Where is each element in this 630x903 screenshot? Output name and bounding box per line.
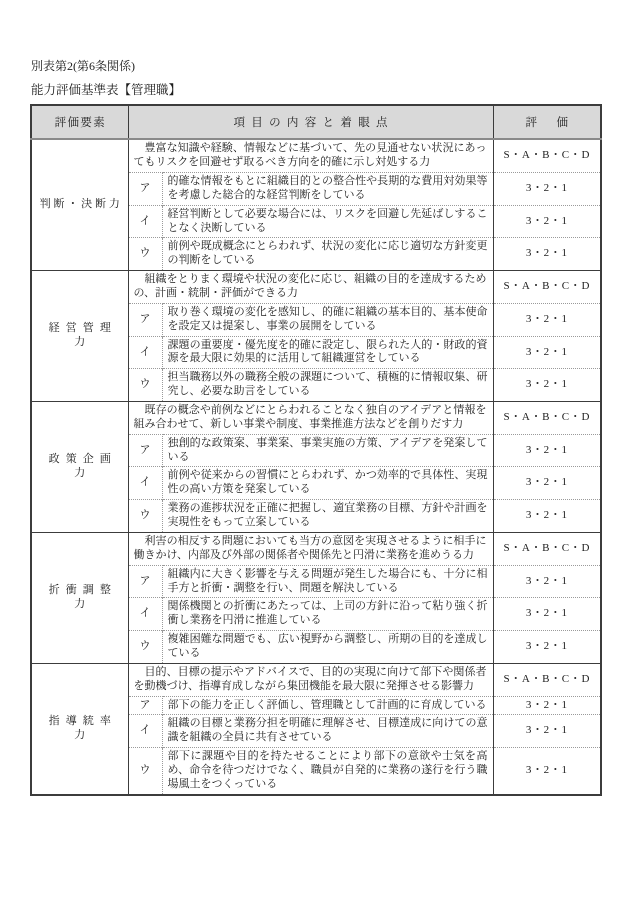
item-letter: ウ [128, 500, 162, 533]
item-rating: 3・2・1 [493, 598, 601, 631]
item-rating: 3・2・1 [493, 369, 601, 402]
item-rating: 3・2・1 [493, 715, 601, 748]
item-letter: ア [128, 173, 162, 206]
item-text: 部下に課題や目的を持たせることにより部下の意欲や士気を高め、命令を待つだけでなく、職員が自発的に業務の遂行を行う職場風土をつくっている [162, 748, 493, 795]
item-text: 複雑困難な問題でも、広い視野から調整し、所期の目的を達成している [162, 631, 493, 664]
factor-label: 経営管理力 [31, 271, 128, 402]
item-text: 独創的な政策案、事業案、事業実施の方策、アイデアを発案している [162, 434, 493, 467]
item-text: 前例や既成概念にとらわれず、状況の変化に応じ適切な方針変更の判断をしている [162, 238, 493, 271]
evaluation-criteria-table [30, 104, 602, 795]
section-2-summary-row [31, 271, 601, 304]
item-rating: 3・2・1 [493, 748, 601, 795]
item-letter: ウ [128, 631, 162, 664]
item-rating: 3・2・1 [493, 631, 601, 664]
page-title: 能力評価基準表【管理職】 [31, 82, 182, 97]
item-rating: 3・2・1 [493, 467, 601, 500]
factor-label: 折衝調整力 [31, 532, 128, 663]
item-rating: 3・2・1 [493, 565, 601, 598]
summary-rating: S・A・B・C・D [493, 532, 601, 565]
section-5-summary-row [31, 663, 601, 696]
section-summary: 既存の概念や前例などにとらわれることなく独自のアイデアと情報を組み合わせて、新しい事業や制度、事業推進方法などを創りだす力 [128, 402, 493, 435]
section-summary: 利害の相反する問題においても当方の意図を実現させるように相手に働きかけ、内部及び外部の関係者や関係先と円滑に業務を進めうる力 [128, 532, 493, 565]
item-text: 経営判断として必要な場合には、リスクを回避し先延ばしすることなく決断している [162, 205, 493, 238]
item-rating: 3・2・1 [493, 696, 601, 715]
summary-rating: S・A・B・C・D [493, 139, 601, 172]
item-text: 組織内に大きく影響を与える問題が発生した場合にも、十分に相手方と折衝・調整を行い、問題を解決している [162, 565, 493, 598]
item-letter: ウ [128, 748, 162, 795]
item-letter: イ [128, 598, 162, 631]
item-text: 組織の目標と業務分担を明確に理解させ、目標達成に向けての意識を組織の全員に共有させている [162, 715, 493, 748]
item-rating: 3・2・1 [493, 173, 601, 206]
section-summary: 目的、目標の提示やアドバイスで、目的の実現に向けて部下や関係者を動機づけ、指導育成しながら集団機能を最大限に発揮させる影響力 [128, 663, 493, 696]
item-letter: ア [128, 303, 162, 336]
header-factor: 評価要素 [31, 105, 128, 139]
item-text: 取り巻く環境の変化を感知し、的確に組織の基本目的、基本使命を設定又は提案し、事業の展開をしている [162, 303, 493, 336]
item-rating: 3・2・1 [493, 238, 601, 271]
summary-rating: S・A・B・C・D [493, 663, 601, 696]
section-3-summary-row [31, 402, 601, 435]
factor-label: 指導統率力 [31, 663, 128, 794]
item-text: 部下の能力を正しく評価し、管理職として計画的に育成している [162, 696, 493, 715]
item-letter: イ [128, 467, 162, 500]
item-letter: ウ [128, 369, 162, 402]
table-header-row [31, 105, 601, 139]
appendix-annotation: 別表第2(第6条関係) [31, 59, 135, 73]
section-1-summary-row [31, 139, 601, 172]
item-rating: 3・2・1 [493, 434, 601, 467]
section-summary: 組織をとりまく環境や状況の変化に応じ、組織の目的を達成するための、計画・統制・評価ができる力 [128, 271, 493, 304]
header-rating: 評価 [493, 105, 601, 139]
header-content: 項目の内容と着眼点 [128, 105, 493, 139]
item-text: 担当職務以外の職務全般の課題について、積極的に情報収集、研究し、必要な助言をしている [162, 369, 493, 402]
item-rating: 3・2・1 [493, 500, 601, 533]
section-4-summary-row [31, 532, 601, 565]
factor-label: 政策企画力 [31, 402, 128, 533]
item-letter: イ [128, 336, 162, 369]
item-rating: 3・2・1 [493, 303, 601, 336]
item-letter: イ [128, 205, 162, 238]
item-letter: ア [128, 565, 162, 598]
item-letter: ア [128, 696, 162, 715]
item-letter: ア [128, 434, 162, 467]
summary-rating: S・A・B・C・D [493, 271, 601, 304]
item-text: 業務の進捗状況を正確に把握し、適宜業務の目標、方針や計画を実現性をもって立案している [162, 500, 493, 533]
item-text: 関係機関との折衝にあたっては、上司の方針に沿って粘り強く折衝し業務を円滑に推進している [162, 598, 493, 631]
item-text: 課題の重要度・優先度を的確に設定し、限られた人的・財政的資源を最大限に効果的に活用して組織運営をしている [162, 336, 493, 369]
item-text: 前例や従来からの習慣にとらわれず、かつ効率的で具体性、実現性の高い方策を発案している [162, 467, 493, 500]
section-summary: 豊富な知識や経験、情報などに基づいて、先の見通せない状況にあってもリスクを回避せず取るべき方向を的確に示し対処する力 [128, 139, 493, 172]
item-rating: 3・2・1 [493, 205, 601, 238]
item-letter: イ [128, 715, 162, 748]
summary-rating: S・A・B・C・D [493, 402, 601, 435]
item-text: 的確な情報をもとに組織目的との整合性や長期的な費用対効果等を考慮した総合的な経営判断をしている [162, 173, 493, 206]
item-letter: ウ [128, 238, 162, 271]
item-rating: 3・2・1 [493, 336, 601, 369]
factor-label: 判断・決断力 [31, 139, 128, 270]
